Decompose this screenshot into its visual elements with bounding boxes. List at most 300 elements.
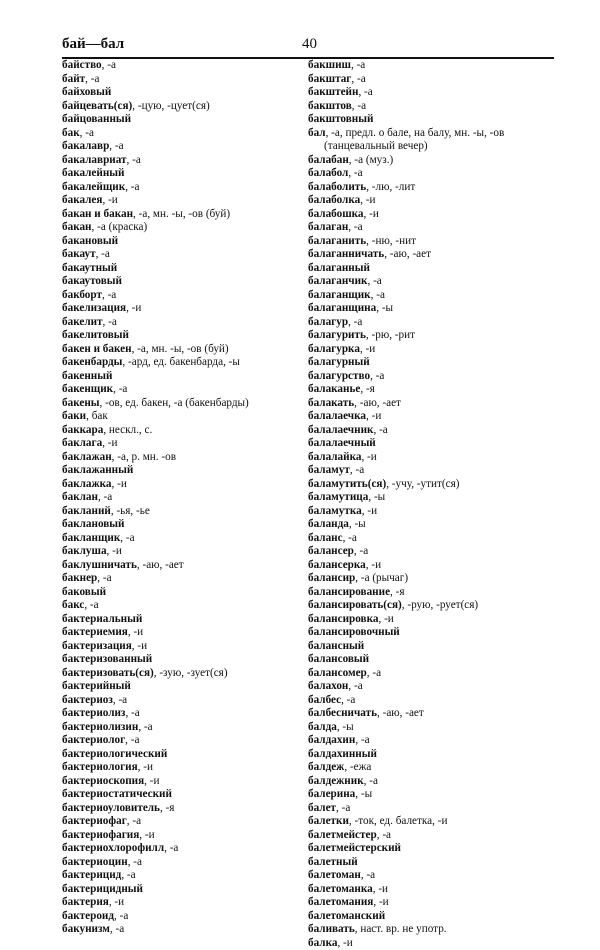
grammar-note: , -а (138, 721, 152, 733)
grammar-note: , -а (110, 923, 124, 935)
headword: бакаутовый (62, 275, 122, 287)
dictionary-entry (308, 559, 553, 573)
grammar-note: , -и (109, 896, 124, 908)
dictionary-entry (62, 680, 307, 694)
dictionary-entry (308, 721, 553, 735)
dictionary-entry (62, 667, 307, 681)
dictionary-entry (62, 478, 307, 492)
dictionary-entry (308, 302, 553, 316)
dictionary-entry (308, 842, 553, 856)
grammar-note: , -а (336, 802, 350, 814)
dictionary-entry (62, 734, 307, 748)
grammar-note: , -и (373, 883, 388, 895)
dictionary-entry (62, 532, 307, 546)
headword: балбес (308, 694, 341, 706)
headword: балагурка (308, 343, 360, 355)
grammar-note: , -а (354, 545, 368, 557)
headword: бактериоз (62, 694, 113, 706)
headword: байство (62, 59, 102, 71)
dictionary-entry (308, 869, 553, 883)
dictionary-entry (62, 248, 307, 262)
dictionary-entry (308, 532, 553, 546)
headword: балагурство (308, 370, 370, 382)
headword: баклага (62, 437, 102, 449)
headword: баланс (308, 532, 343, 544)
headword: балаганчик (308, 275, 367, 287)
page-header (62, 36, 554, 56)
dictionary-entry (62, 626, 307, 640)
grammar-note: , -и (126, 302, 141, 314)
grammar-note: , -а (348, 680, 362, 692)
headword: балагур (308, 316, 348, 328)
dictionary-entry (308, 451, 553, 465)
dictionary-entry (308, 815, 553, 829)
grammar-note: , -ток, ед. балетка, -и (349, 815, 448, 827)
grammar-note: , -и (360, 343, 375, 355)
headword: баклуша (62, 545, 107, 557)
headword: бакштов (308, 100, 352, 112)
guide-words: бай—бал (62, 36, 124, 53)
grammar-note: , -а (85, 73, 99, 85)
headword: баламутица (308, 491, 368, 503)
headword: балдеж (308, 761, 344, 773)
grammar-note: , -а (114, 910, 128, 922)
grammar-note: , -а (80, 127, 94, 139)
grammar-note: , -а (370, 370, 384, 382)
headword: балансир (308, 572, 355, 584)
grammar-note: , -а, р. мн. -ов (112, 451, 176, 463)
headword: бак (62, 127, 80, 139)
grammar-note: , -я (360, 383, 374, 395)
grammar-note: , -а (125, 734, 139, 746)
grammar-note: , -а (102, 289, 116, 301)
headword: бал (308, 127, 326, 139)
grammar-note: , -а (348, 221, 362, 233)
grammar-note: , -а (367, 275, 381, 287)
dictionary-entry (308, 437, 553, 451)
headword: баки (62, 410, 86, 422)
headword: байцевать(ся) (62, 100, 132, 112)
grammar-note: , -ы (355, 788, 372, 800)
grammar-note: , -лю, -лит (366, 181, 415, 193)
headword: бактерицид (62, 869, 121, 881)
headword: балансомер (308, 667, 367, 679)
dictionary-entry (308, 829, 553, 843)
headword: бакалея (62, 194, 102, 206)
dictionary-entry (308, 383, 553, 397)
dictionary-entry (62, 613, 307, 627)
headword: балетный (308, 856, 358, 868)
dictionary-entry (308, 86, 553, 100)
grammar-note: , бак (86, 410, 108, 422)
grammar-note: , -а, мн. -ы, -ов (буй) (133, 208, 230, 220)
headword: балансировка (308, 613, 378, 625)
headword: балаканье (308, 383, 360, 395)
dictionary-entry (62, 383, 307, 397)
headword: бактериемия (62, 626, 128, 638)
dictionary-entry (62, 518, 307, 532)
dictionary-entry (62, 572, 307, 586)
headword: балетоманский (308, 910, 385, 922)
grammar-note: , -и (364, 208, 379, 220)
headword: балабол (308, 167, 348, 179)
dictionary-entry (308, 680, 553, 694)
headword: балбесничать (308, 707, 377, 719)
headword: бактериолиз (62, 707, 125, 719)
headword: балка (308, 937, 337, 949)
grammar-note: , -а (128, 856, 142, 868)
dictionary-entry (62, 127, 307, 141)
dictionary-entry (62, 437, 307, 451)
dictionary-entry (308, 329, 553, 343)
dictionary-entry (62, 329, 307, 343)
dictionary-entry (308, 883, 553, 897)
headword: балалайка (308, 451, 361, 463)
dictionary-entry (308, 856, 553, 870)
grammar-note: , -а (97, 572, 111, 584)
grammar-note: , -и (337, 937, 352, 949)
dictionary-entry (308, 370, 553, 384)
headword: балансерка (308, 559, 366, 571)
headword: бакелитовый (62, 329, 129, 341)
dictionary-entry (308, 100, 553, 114)
grammar-note: , наст. вр. не употр. (355, 923, 447, 935)
dictionary-entry (308, 545, 553, 559)
grammar-note: , -а (рычаг) (355, 572, 408, 584)
headword: бакенбарды (62, 356, 122, 368)
dictionary-entry (308, 275, 553, 289)
dictionary-entry (308, 289, 553, 303)
headword: баливать (308, 923, 355, 935)
headword: балдахинный (308, 748, 377, 760)
grammar-note: , -а (98, 491, 112, 503)
grammar-note: , -а, мн. -ы, -ов (буй) (132, 343, 229, 355)
dictionary-entry (308, 896, 553, 910)
headword: бактериологический (62, 748, 167, 760)
dictionary-entry (308, 788, 553, 802)
dictionary-entry (308, 113, 553, 127)
grammar-note: , -а (127, 815, 141, 827)
headword: балалаечный (308, 437, 376, 449)
headword: бактериостатический (62, 788, 172, 800)
dictionary-entry (62, 73, 307, 87)
headword: бакланий (62, 505, 111, 517)
dictionary-entry (308, 410, 553, 424)
right-column (308, 59, 553, 950)
headword: бакланщик (62, 532, 120, 544)
dictionary-entry (62, 923, 307, 937)
headword: баклановый (62, 518, 125, 530)
dictionary-entry (62, 154, 307, 168)
dictionary-entry (308, 478, 553, 492)
dictionary-entry (308, 626, 553, 640)
dictionary-entry (308, 235, 553, 249)
dictionary-entry (308, 221, 553, 235)
dictionary-entry (308, 667, 553, 681)
headword: байховый (62, 86, 111, 98)
headword: балетоман (308, 869, 361, 881)
dictionary-entry (308, 424, 553, 438)
headword: бакшиш (308, 59, 351, 71)
dictionary-entry (62, 100, 307, 114)
dictionary-entry (62, 829, 307, 843)
headword: баклажанный (62, 464, 133, 476)
dictionary-entry (62, 694, 307, 708)
grammar-note: , -и (128, 626, 143, 638)
headword: бакелит (62, 316, 103, 328)
headword: бакборт (62, 289, 102, 301)
dictionary-entry (62, 559, 307, 573)
grammar-note: , -а (113, 383, 127, 395)
headword: балансер (308, 545, 354, 557)
headword: бактериофагия (62, 829, 139, 841)
headword: бактериоцин (62, 856, 128, 868)
grammar-note: , -аю, -ает (377, 707, 424, 719)
dictionary-entry (62, 410, 307, 424)
grammar-note: , -а (351, 73, 365, 85)
headword: бакс (62, 599, 84, 611)
dictionary-entry (308, 599, 553, 613)
headword: балетмейстерский (308, 842, 401, 854)
headword: байцованный (62, 113, 131, 125)
headword: бакштейн (308, 86, 358, 98)
grammar-note: , -аю, -ает (384, 248, 431, 260)
headword: балда (308, 721, 337, 733)
headword: бакштаг (308, 73, 351, 85)
dictionary-entry (308, 154, 553, 168)
dictionary-entry (62, 113, 307, 127)
grammar-note: , -а (96, 248, 110, 260)
grammar-note: , -а (109, 140, 123, 152)
dictionary-entry (308, 343, 553, 357)
headword: балаганщина (308, 302, 376, 314)
headword: бакунизм (62, 923, 110, 935)
headword: бактериолог (62, 734, 125, 746)
grammar-note: , -рю, -рит (366, 329, 415, 341)
headword: балабошка (308, 208, 364, 220)
grammar-note: , -а (361, 869, 375, 881)
dictionary-entry (308, 505, 553, 519)
headword: бакнер (62, 572, 97, 584)
headword: балахон (308, 680, 348, 692)
headword: бактериальный (62, 613, 142, 625)
grammar-note: , -а (350, 464, 364, 476)
dictionary-entry (62, 221, 307, 235)
dictionary-entry (308, 775, 553, 789)
grammar-note: , -и (112, 478, 127, 490)
headword: бакаутный (62, 262, 117, 274)
headword: бакаут (62, 248, 96, 260)
dictionary-entry (62, 910, 307, 924)
headword: балаганничать (308, 248, 384, 260)
grammar-note: , -ы (368, 491, 385, 503)
headword: бактериология (62, 761, 138, 773)
dictionary-entry (62, 316, 307, 330)
dictionary-entry (62, 545, 307, 559)
dictionary-entry (62, 653, 307, 667)
dictionary-entry (62, 842, 307, 856)
dictionary-entry (62, 815, 307, 829)
grammar-note: , -и (138, 761, 153, 773)
headword: баклажка (62, 478, 112, 490)
headword: баламут (308, 464, 350, 476)
grammar-note: , -а (102, 59, 116, 71)
dictionary-entry (62, 856, 307, 870)
grammar-note: , -и (360, 194, 375, 206)
grammar-note: , -и (144, 775, 159, 787)
grammar-note: , -а (343, 532, 357, 544)
dictionary-entry (62, 491, 307, 505)
grammar-note: , -а (341, 694, 355, 706)
dictionary-entry (62, 262, 307, 276)
dictionary-entry (62, 586, 307, 600)
grammar-note: , -учу, -утит(ся) (386, 478, 459, 490)
headword: балетоманка (308, 883, 373, 895)
dictionary-entry (62, 208, 307, 222)
grammar-note: , -я (390, 586, 404, 598)
headword: бактеризованный (62, 653, 152, 665)
dictionary-entry (308, 937, 553, 950)
headword: бакалейщик (62, 181, 125, 193)
grammar-note: , -а (364, 775, 378, 787)
headword: балаган (308, 221, 348, 233)
grammar-note: , -а (352, 100, 366, 112)
dictionary-entry (62, 289, 307, 303)
headword: балерина (308, 788, 355, 800)
headword: балаганный (308, 262, 370, 274)
dictionary-entry (308, 167, 553, 181)
dictionary-entry (62, 424, 307, 438)
grammar-note: , -а (348, 167, 362, 179)
dictionary-entry (308, 572, 553, 586)
headword: балакать (308, 397, 354, 409)
headword: бакенщик (62, 383, 113, 395)
dictionary-entry (308, 248, 553, 262)
headword: бакен и бакен (62, 343, 132, 355)
headword: бакан (62, 221, 92, 233)
grammar-note: , -а (348, 316, 362, 328)
grammar-note: , -ы (337, 721, 354, 733)
headword: бактерийный (62, 680, 131, 692)
grammar-note: , -а (113, 694, 127, 706)
headword: бактерия (62, 896, 109, 908)
dictionary-entry (62, 356, 307, 370)
dictionary-entry (308, 194, 553, 208)
grammar-note: , -а (371, 289, 385, 301)
headword: баклан (62, 491, 98, 503)
grammar-note: , -а (121, 869, 135, 881)
grammar-note: , -я (160, 802, 174, 814)
grammar-note: , -и (361, 451, 376, 463)
headword: балет (308, 802, 336, 814)
headword: бакены (62, 397, 100, 409)
dictionary-entry (62, 275, 307, 289)
dictionary-entry (62, 896, 307, 910)
headword: балаганить (308, 235, 366, 247)
headword: балаганщик (308, 289, 371, 301)
dictionary-entry (308, 208, 553, 222)
grammar-note: , -ы (349, 518, 366, 530)
dictionary-entry (62, 181, 307, 195)
dictionary-entry (308, 59, 553, 73)
dictionary-entry (308, 910, 553, 924)
grammar-note: , -и (366, 559, 381, 571)
grammar-note: , -а (355, 734, 369, 746)
dictionary-entry (62, 869, 307, 883)
headword: бактериоуловитель (62, 802, 160, 814)
dictionary-entry (308, 518, 553, 532)
dictionary-entry (62, 883, 307, 897)
grammar-note: , нескл., с. (103, 424, 152, 436)
dictionary-entry (62, 140, 307, 154)
grammar-note: , -и (102, 437, 117, 449)
grammar-note: , -а (125, 707, 139, 719)
dictionary-entry (62, 397, 307, 411)
dictionary-entry (308, 923, 553, 937)
grammar-note: , -и (366, 410, 381, 422)
grammar-note: , -а (120, 532, 134, 544)
dictionary-entry (62, 235, 307, 249)
dictionary-entry (62, 707, 307, 721)
dictionary-entry (62, 505, 307, 519)
grammar-note: , -ы (376, 302, 393, 314)
headword: балдахин (308, 734, 355, 746)
dictionary-entry (308, 613, 553, 627)
dictionary-entry (62, 788, 307, 802)
grammar-note: , -а, предл. о бале, на балу, мн. -ы, -ов (326, 127, 505, 139)
headword: бакелизация (62, 302, 126, 314)
grammar-note: , -и (139, 829, 154, 841)
grammar-note: , -и (373, 896, 388, 908)
headword: баклажан (62, 451, 112, 463)
grammar-note: , -ню, -нит (366, 235, 416, 247)
grammar-note: , -и (102, 194, 117, 206)
grammar-note: , -а (103, 316, 117, 328)
dictionary-entry (62, 451, 307, 465)
headword: баламутить(ся) (308, 478, 386, 490)
headword: бакенный (62, 370, 112, 382)
headword: бакалавриат (62, 154, 127, 166)
dictionary-entry (308, 262, 553, 276)
dictionary-entry (62, 194, 307, 208)
dictionary-entry (308, 586, 553, 600)
headword: бакановый (62, 235, 118, 247)
headword: бактериофаг (62, 815, 127, 827)
headword: бакштовный (308, 113, 373, 125)
headword: бактероид (62, 910, 114, 922)
grammar-note: , -и (362, 505, 377, 517)
headword: бактериолизин (62, 721, 138, 733)
dictionary-entry (308, 316, 553, 330)
dictionary-entry (62, 775, 307, 789)
dictionary-entry (62, 59, 307, 73)
headword: балагурить (308, 329, 366, 341)
headword: баклушничать (62, 559, 137, 571)
grammar-note: , -а (муз.) (349, 154, 393, 166)
grammar-note: , -а (164, 842, 178, 854)
headword: балдежник (308, 775, 364, 787)
grammar-note: , -и (378, 613, 393, 625)
grammar-note: , -ежа (344, 761, 371, 773)
grammar-note: , -а (351, 59, 365, 71)
headword: бактеризация (62, 640, 132, 652)
dictionary-entry (62, 167, 307, 181)
grammar-note: , -и (107, 545, 122, 557)
grammar-note: , -аю, -ает (137, 559, 184, 571)
grammar-note: , -а (377, 829, 391, 841)
headword: балансировать(ся) (308, 599, 402, 611)
headword: балагурный (308, 356, 370, 368)
